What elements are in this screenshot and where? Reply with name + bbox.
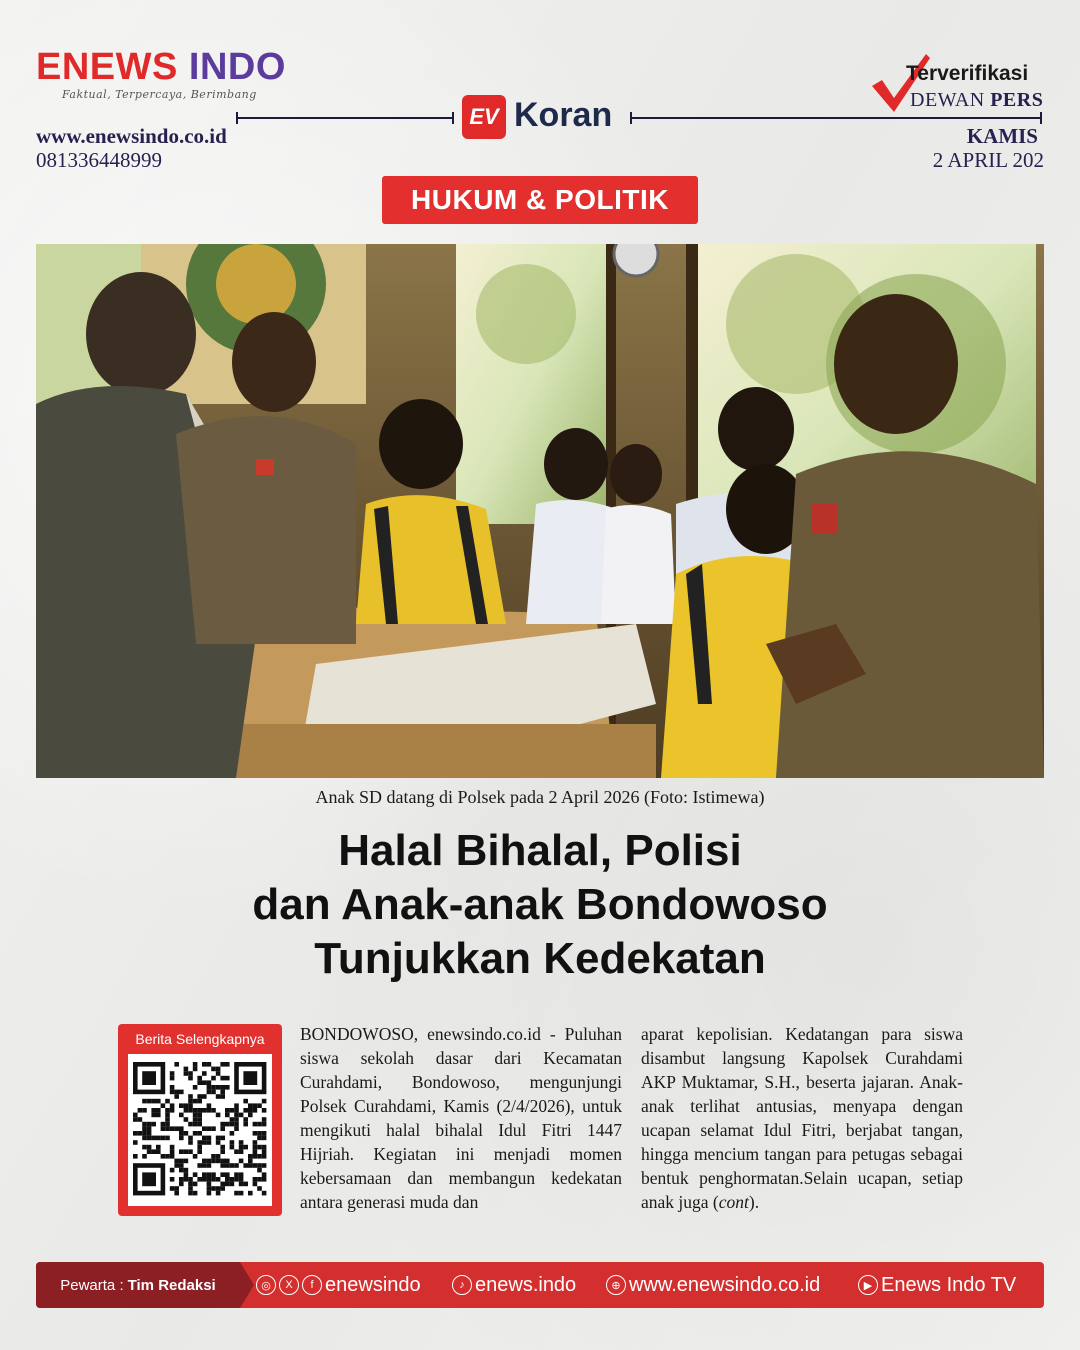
photo-caption: Anak SD datang di Polsek pada 2 April 2026 (Foto: Istimewa) [315,787,765,807]
dewan-pers-label: DEWAN PERS [910,89,1044,111]
social-links[interactable] [256,1262,421,1308]
qr-pattern [128,1054,272,1206]
header-divider-right [630,117,1042,119]
article-column-2: aparat kepolisian. Kedatangan para siswa disambut langsung Kapolsek Curahdami AKP Muktamar, S.H., beserta jajaran. Anak-anak terlihat antusias, menyapa dengan ucapan selamat Idul Fitri, berjabat tangan, hingga mencium tangan para petugas sebagai bentuk penghormatan.Selain ucapan, setiap anak juga (cont). [641,1024,963,1212]
photo-illustration [36,244,1044,778]
verified-badge [868,52,1058,112]
qr-code-icon[interactable] [128,1054,272,1206]
header-divider-left [236,117,454,119]
tiktok-handle[interactable]: enews.indo [475,1273,577,1296]
brand-logo [36,48,286,86]
tiktok-icon: ♪ [452,1275,472,1295]
qr-code-box[interactable] [118,1024,282,1216]
publish-day: KAMIS [966,124,1038,148]
globe-icon: ⊕ [606,1275,626,1295]
youtube-link[interactable] [858,1262,1016,1308]
brand-name-part1: ENEWS [36,46,178,88]
social-handle[interactable]: enewsindo [325,1273,421,1296]
article-column-1: BONDOWOSO, enewsindo.co.id - Puluhan siswa sekolah dasar dari Kecamatan Curahdami, Bondowoso, mengunjungi Polsek Curahdami, Kamis (2/4/2026), untuk mengikuti halal bihalal Idul Fitri 1447 Hijriah. Kegiatan ini menjadi momen kebersamaan dan membangun kedekatan antara generasi muda dan [300,1024,622,1212]
website-url: www.enewsindo.co.id [36,124,227,148]
x-icon[interactable]: X [279,1275,299,1295]
phone-number: 081336448999 [36,148,162,172]
verified-label: Terverifikasi [906,62,1029,85]
category-badge: HUKUM & POLITIK [382,176,698,224]
brand-name-part2: INDO [188,46,286,88]
headline-line-3: Tunjukkan Kedekatan [314,934,766,983]
section-title: Koran [514,96,613,134]
footer-bar [36,1262,1044,1308]
website-link[interactable] [606,1262,820,1308]
brand-tagline: Faktual, Terpercaya, Berimbang [62,88,257,101]
reporter-tab-arrow [240,1262,254,1308]
headline-line-2: dan Anak-anak Bondowoso [252,880,828,929]
ev-logo-icon: EV [462,95,506,139]
facebook-icon[interactable]: f [302,1275,322,1295]
reporter-label: Pewarta : Tim Redaksi [36,1262,240,1308]
headline-line-1: Halal Bihalal, Polisi [338,826,742,875]
instagram-icon[interactable]: ◎ [256,1275,276,1295]
tiktok-link[interactable] [452,1262,576,1308]
reporter-name: Tim Redaksi [127,1276,216,1294]
footer-website[interactable]: www.enewsindo.co.id [629,1273,821,1296]
youtube-icon: ▶ [858,1275,878,1295]
article-headline [60,824,1020,986]
youtube-channel[interactable]: Enews Indo TV [881,1273,1017,1296]
publish-date: 2 APRIL 202 [932,148,1044,172]
news-photo [36,244,1044,778]
qr-label: Berita Selengkapnya [135,1031,265,1047]
